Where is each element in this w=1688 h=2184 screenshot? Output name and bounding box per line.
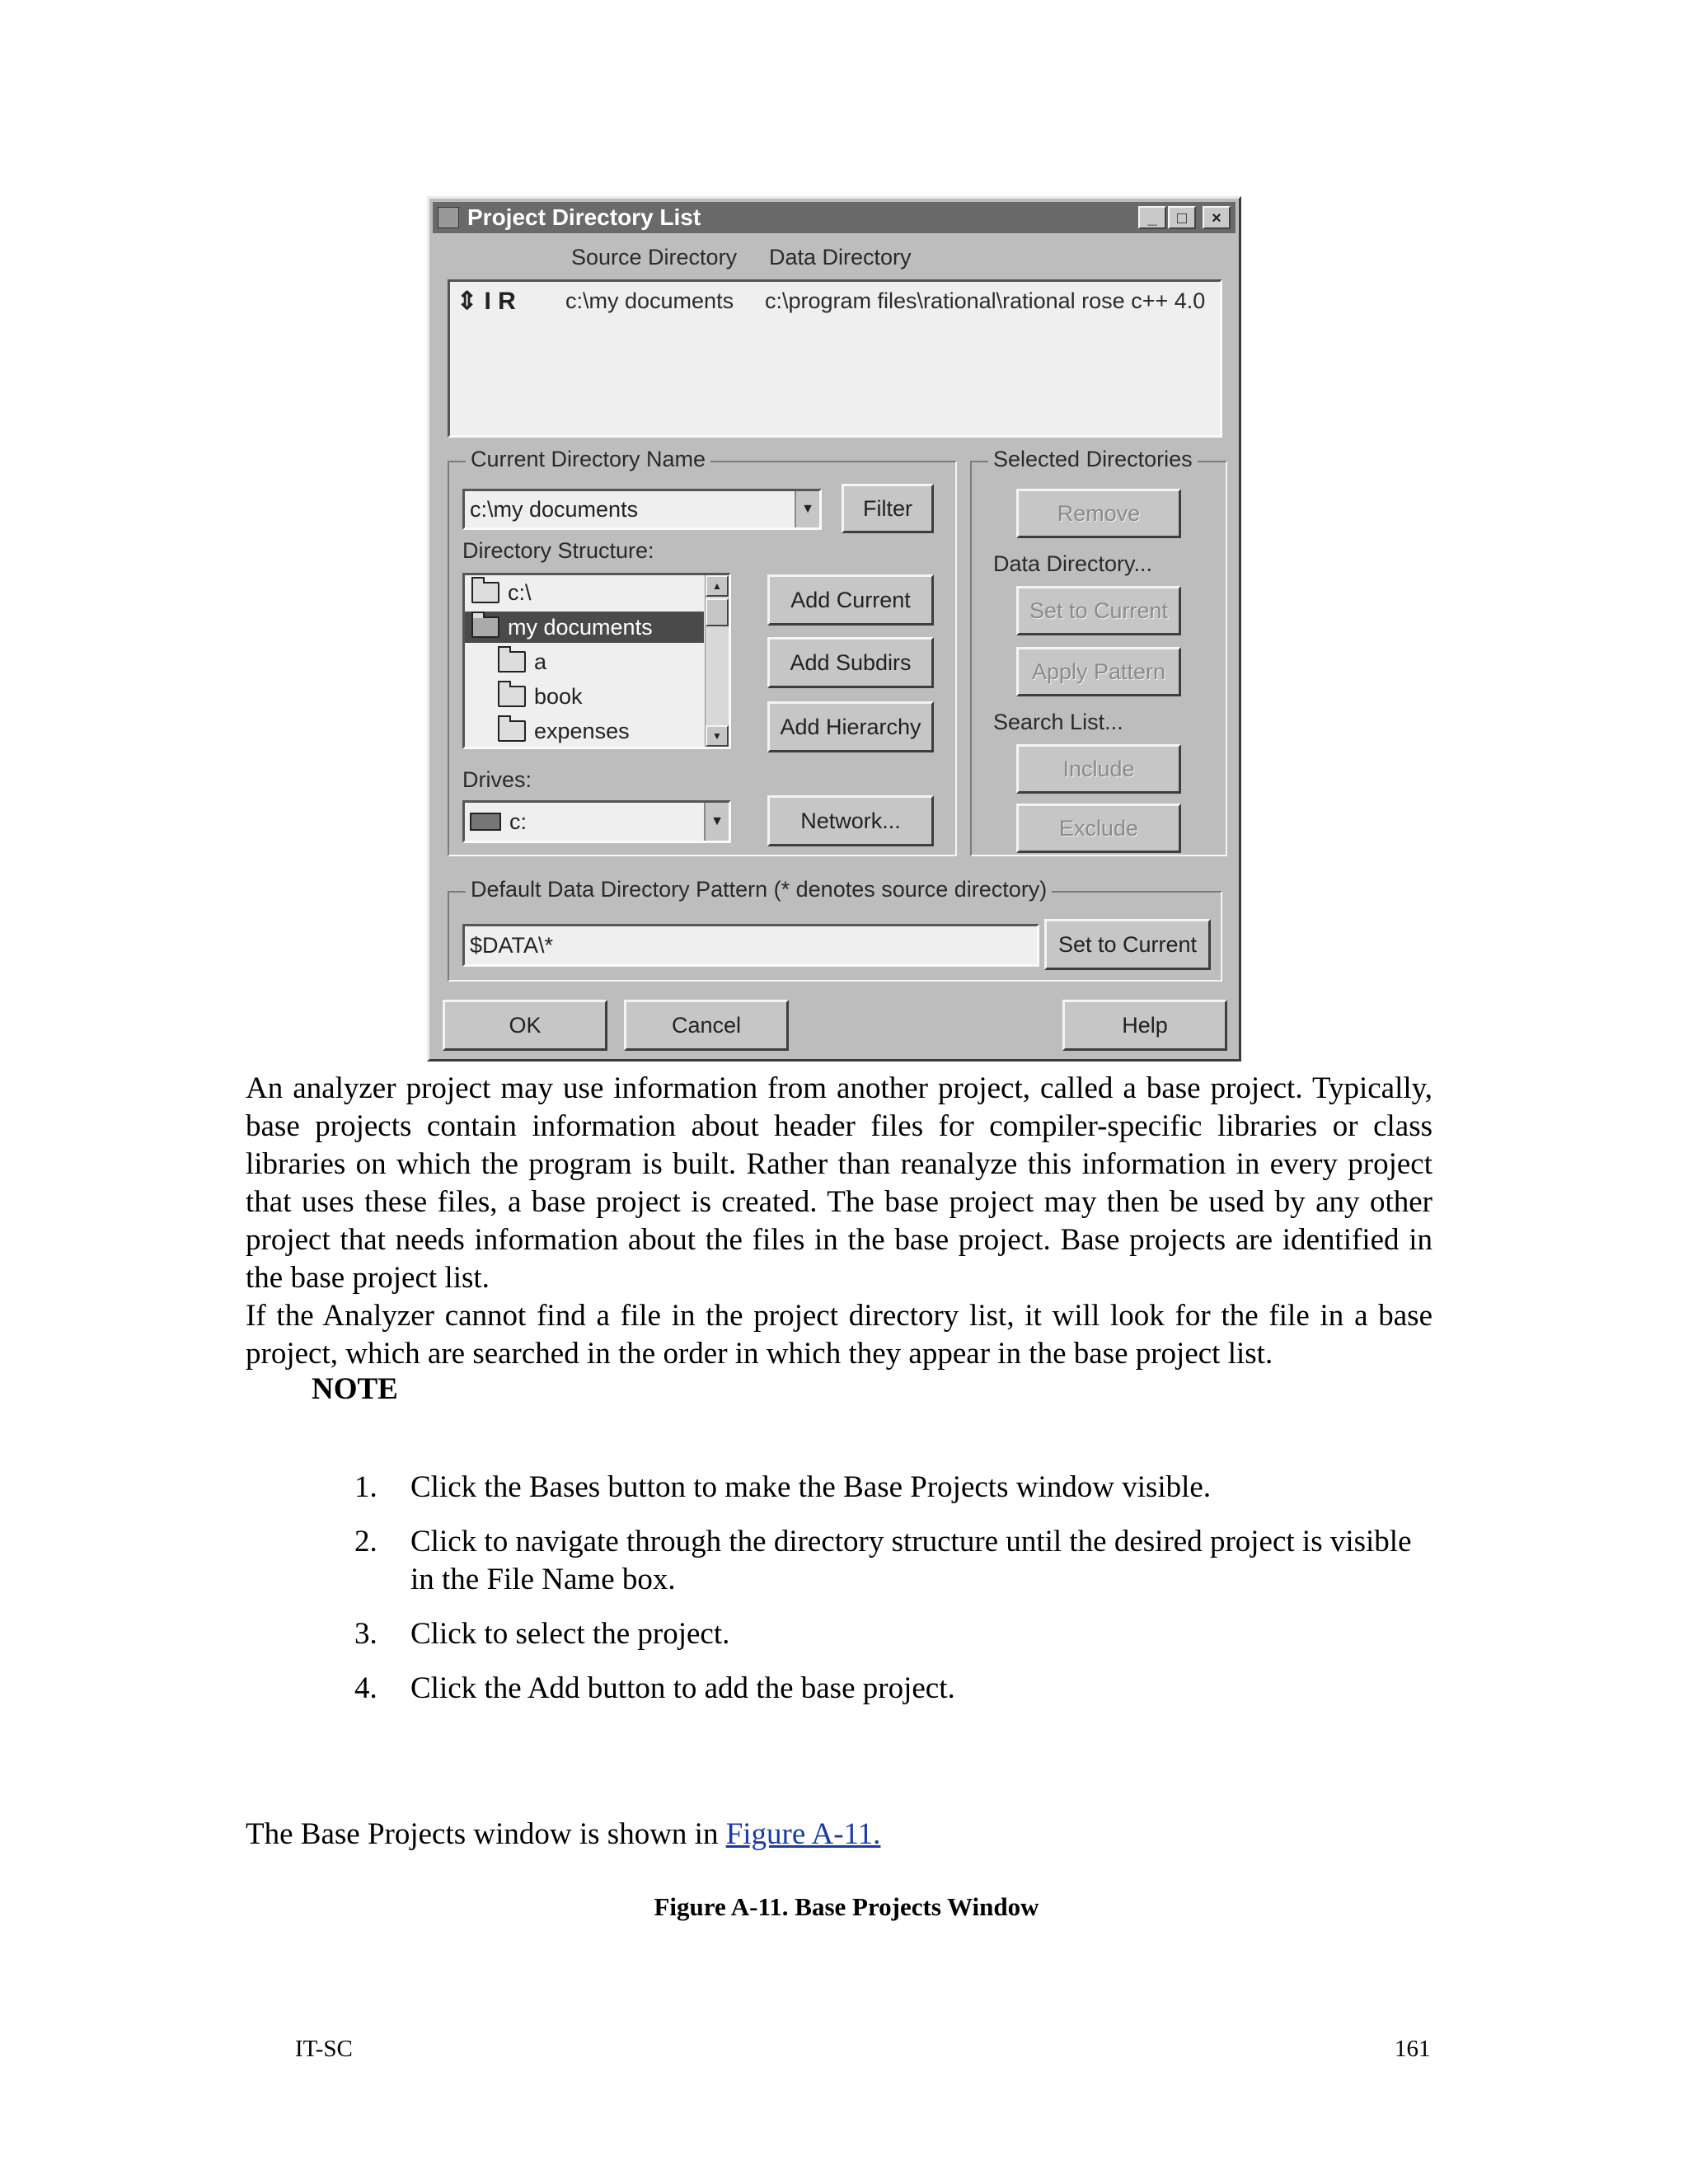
scroll-thumb[interactable]	[706, 598, 729, 626]
data-directory-label: Data Directory...	[993, 551, 1153, 576]
drives-label: Drives:	[462, 767, 532, 792]
list-item	[354, 1615, 1432, 1653]
page-number: 161	[1395, 2036, 1431, 2062]
step-number: 1.	[354, 1470, 377, 1504]
tree-item-my-documents[interactable]	[465, 612, 704, 643]
help-button[interactable]: Help	[1062, 1000, 1227, 1051]
tree-item-label: book	[534, 683, 583, 709]
footer-left: IT-SC	[295, 2036, 353, 2062]
step-text: Click the Add button to add the base project.	[410, 1671, 955, 1705]
list-item	[354, 1469, 1432, 1507]
paragraph-analyzer-search: If the Analyzer cannot find a file in the project directory list, it will look for the file in a base project, which are searched in the order in which they appear in the base project list.	[246, 1299, 1432, 1371]
tree-item-label: a	[534, 649, 547, 674]
tree-item-label: expenses	[534, 718, 630, 743]
figure-caption: Figure A-11. Base Projects Window	[654, 1892, 1039, 1921]
figure-reference	[246, 1816, 880, 1852]
directory-flags: ⇕ I R	[457, 288, 516, 315]
row-data-directory[interactable]: c:\program files\rational\rational rose c++ 4.0	[765, 288, 1206, 313]
chevron-down-icon[interactable]: ▼	[795, 491, 819, 527]
folder-open-icon	[471, 616, 499, 638]
include-button[interactable]: Include	[1016, 744, 1181, 794]
project-directory-list-dialog	[427, 196, 1241, 1062]
cancel-button[interactable]: Cancel	[624, 1000, 789, 1051]
add-subdirs-button[interactable]: Add Subdirs	[767, 637, 934, 688]
project-directory-listbox[interactable]	[448, 279, 1222, 438]
folder-open-icon	[471, 582, 499, 603]
paragraph-base-projects: An analyzer project may use information from another project, called a base project. Typically, base projects contain information about header files for compiler-specific libraries or class libraries on which the program is built. Rather than reanalyze this information in every project that uses these files, a base project is created. The base project may then be used by any other project that needs information about the files in the base project. Base projects are identified in the base project list.	[246, 1071, 1432, 1295]
pattern-set-to-current-button[interactable]: Set to Current	[1044, 919, 1211, 970]
scroll-down-icon[interactable]: ▼	[706, 725, 729, 747]
search-list-label: Search List...	[993, 710, 1123, 734]
dialog-title: Project Directory List	[467, 204, 701, 230]
row-source-directory[interactable]: c:\my documents	[565, 288, 734, 313]
tree-scrollbar[interactable]	[705, 575, 729, 747]
filter-button[interactable]: Filter	[842, 484, 934, 533]
add-hierarchy-button[interactable]: Add Hierarchy	[767, 701, 934, 752]
directory-tree[interactable]	[462, 573, 731, 749]
tree-item-expenses[interactable]	[498, 715, 630, 747]
maximize-button[interactable]: □	[1168, 206, 1196, 229]
scroll-up-icon[interactable]: ▲	[706, 575, 729, 597]
tree-item-label: c:\	[508, 579, 532, 605]
data-directory-pattern-input[interactable]	[462, 924, 1039, 967]
figure-link[interactable]: Figure A-11.	[725, 1817, 881, 1851]
steps-list	[354, 1469, 1432, 1708]
step-number: 4.	[354, 1671, 377, 1705]
exclude-button[interactable]: Exclude	[1016, 804, 1181, 853]
folder-icon	[498, 720, 526, 742]
data-directory-pattern-title: Default Data Directory Pattern (* denotes source directory)	[466, 877, 1052, 902]
current-directory-group-title: Current Directory Name	[466, 447, 710, 472]
app-icon	[438, 207, 459, 228]
drive-icon	[470, 813, 501, 831]
source-directory-header[interactable]: Source Directory	[571, 245, 738, 269]
step-text: Click the Bases button to make the Base Projects window visible.	[410, 1470, 1212, 1504]
tree-item-root[interactable]	[471, 577, 532, 608]
directory-structure-label: Directory Structure:	[462, 538, 654, 563]
network-button[interactable]: Network...	[767, 795, 934, 846]
drive-value: c:	[509, 808, 528, 834]
note-heading: NOTE	[312, 1372, 398, 1406]
close-button[interactable]: ×	[1203, 206, 1231, 229]
step-number: 2.	[354, 1525, 377, 1558]
figure-reference-prefix: The Base Projects window is shown in	[246, 1817, 726, 1851]
pattern-value: $DATA\*	[470, 932, 554, 958]
folder-icon	[498, 686, 526, 707]
tree-item-a[interactable]	[498, 646, 546, 677]
step-number: 3.	[354, 1617, 377, 1651]
drives-combo[interactable]	[462, 800, 731, 843]
folder-icon	[498, 651, 526, 673]
selected-directories-title: Selected Directories	[988, 447, 1198, 472]
step-text: Click to select the project.	[410, 1617, 730, 1651]
apply-pattern-button[interactable]: Apply Pattern	[1016, 647, 1181, 696]
list-item	[354, 1523, 1432, 1599]
ok-button[interactable]: OK	[443, 1000, 607, 1051]
current-directory-value: c:\my documents	[470, 496, 639, 522]
remove-button[interactable]: Remove	[1016, 489, 1181, 538]
minimize-button[interactable]: _	[1138, 206, 1166, 229]
tree-item-book[interactable]	[498, 681, 583, 712]
list-item	[354, 1670, 1432, 1708]
tree-item-label: my documents	[508, 614, 653, 640]
dialog-title-bar[interactable]	[433, 202, 1236, 233]
chevron-down-icon[interactable]: ▼	[704, 803, 729, 841]
step-text: Click to navigate through the directory structure until the desired project is visible in the File Name box.	[410, 1525, 1412, 1596]
current-directory-combo[interactable]	[462, 489, 822, 530]
data-directory-header[interactable]: Data Directory	[769, 245, 912, 269]
add-current-button[interactable]: Add Current	[767, 574, 934, 626]
set-to-current-button[interactable]: Set to Current	[1016, 586, 1181, 635]
